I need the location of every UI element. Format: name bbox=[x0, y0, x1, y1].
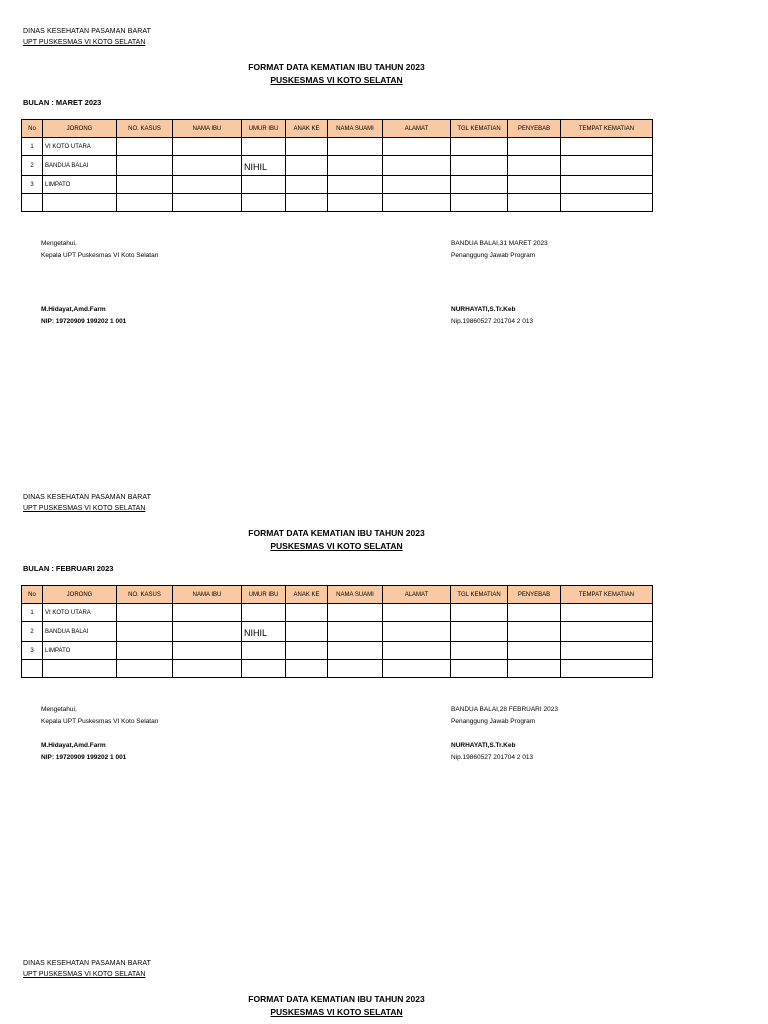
left-role: Kepala UPT Puskesmas VI Koto Selatan bbox=[41, 718, 159, 725]
document-subtitle: PUSKESMAS VI KOTO SELATAN bbox=[270, 1007, 403, 1017]
row-jorong: VI KOTO UTARA bbox=[43, 138, 117, 156]
table-row bbox=[22, 194, 653, 212]
col-header: NAMA IBU bbox=[173, 120, 242, 138]
document-subtitle: PUSKESMAS VI KOTO SELATAN bbox=[270, 541, 403, 551]
left-nip: NIP: 19720909 199202 1 001 bbox=[41, 318, 127, 325]
col-header: ANAK KE bbox=[286, 120, 328, 138]
month-label: BULAN : MARET 2023 bbox=[23, 98, 102, 107]
row-jorong: BANDUA BALAI bbox=[43, 156, 117, 176]
right-name: NURHAYATI,S.Tr.Keb bbox=[451, 306, 516, 313]
row-no: 2 bbox=[22, 622, 43, 642]
row-jorong bbox=[43, 660, 117, 678]
left-signer bbox=[41, 304, 126, 328]
row-jorong: BANDUA BALAI bbox=[43, 622, 117, 642]
report-section-februari bbox=[0, 494, 768, 960]
table-header-row bbox=[22, 120, 653, 138]
col-header: NAMA SUAMI bbox=[328, 120, 383, 138]
left-nip: NIP: 19720909 199202 1 001 bbox=[41, 754, 127, 761]
table-row bbox=[22, 642, 653, 660]
row-jorong bbox=[43, 194, 117, 212]
col-header: JORONG bbox=[43, 120, 117, 138]
left-name: M.Hidayat,Amd.Farm bbox=[41, 742, 106, 749]
right-nip: Nip.19860527 201704 2 013 bbox=[451, 318, 534, 325]
month-label: BULAN : FEBRUARI 2023 bbox=[23, 564, 114, 573]
col-header: UMUR IBU bbox=[242, 586, 286, 604]
right-signature-block bbox=[451, 238, 548, 262]
place-date: BANDUA BALAI,28 FEBRUARI 2023 bbox=[451, 706, 558, 713]
table-row bbox=[22, 660, 653, 678]
dinas-header: DINAS KESEHATAN PASAMAN BARAT bbox=[23, 494, 152, 501]
left-label: Mengetahui, bbox=[41, 240, 77, 247]
report-section-partial bbox=[0, 960, 768, 1024]
left-signature-block bbox=[41, 704, 158, 728]
upt-header: UPT PUSKESMAS VI KOTO SELATAN bbox=[23, 505, 146, 512]
col-header: TEMPAT KEMATIAN bbox=[561, 120, 653, 138]
col-header: TGL KEMATIAN bbox=[451, 120, 508, 138]
table-header-row bbox=[22, 586, 653, 604]
row-no bbox=[22, 660, 43, 678]
table-row bbox=[22, 604, 653, 622]
document-title: FORMAT DATA KEMATIAN IBU TAHUN 2023 bbox=[248, 994, 425, 1004]
col-header: PENYEBAB bbox=[508, 120, 561, 138]
dinas-header: DINAS KESEHATAN PASAMAN BARAT bbox=[23, 960, 152, 967]
nihil-label: NIHIL bbox=[242, 156, 286, 176]
upt-header: UPT PUSKESMAS VI KOTO SELATAN bbox=[23, 971, 146, 978]
row-no bbox=[22, 194, 43, 212]
left-name: M.Hidayat,Amd.Farm bbox=[41, 306, 106, 313]
row-jorong: VI KOTO UTARA bbox=[43, 604, 117, 622]
right-nip: Nip.19860527 201704 2 013 bbox=[451, 754, 534, 761]
kematian-table bbox=[21, 119, 653, 212]
col-header: NO. KASUS bbox=[117, 586, 173, 604]
col-header: PENYEBAB bbox=[508, 586, 561, 604]
col-header: No bbox=[22, 120, 43, 138]
row-no: 1 bbox=[22, 604, 43, 622]
col-header: TEMPAT KEMATIAN bbox=[561, 586, 653, 604]
right-signer bbox=[451, 304, 533, 328]
table-row bbox=[22, 622, 653, 642]
nihil-label: NIHIL bbox=[242, 622, 286, 642]
right-signature-block bbox=[451, 704, 558, 728]
col-header: ANAK KE bbox=[286, 586, 328, 604]
upt-header: UPT PUSKESMAS VI KOTO SELATAN bbox=[23, 39, 146, 46]
document-title: FORMAT DATA KEMATIAN IBU TAHUN 2023 bbox=[248, 528, 425, 538]
left-label: Mengetahui, bbox=[41, 706, 77, 713]
right-name: NURHAYATI,S.Tr.Keb bbox=[451, 742, 516, 749]
col-header: NAMA IBU bbox=[173, 586, 242, 604]
place-date: BANDUA BALAI,31 MARET 2023 bbox=[451, 240, 548, 247]
table-row bbox=[22, 156, 653, 176]
right-signer bbox=[451, 740, 533, 764]
row-no: 3 bbox=[22, 642, 43, 660]
left-role: Kepala UPT Puskesmas VI Koto Selatan bbox=[41, 252, 159, 259]
document-title: FORMAT DATA KEMATIAN IBU TAHUN 2023 bbox=[248, 62, 425, 72]
table-row bbox=[22, 138, 653, 156]
kematian-table bbox=[21, 585, 653, 678]
right-role: Penanggung Jawab Program bbox=[451, 718, 536, 725]
col-header: NO. KASUS bbox=[117, 120, 173, 138]
right-role: Penanggung Jawab Program bbox=[451, 252, 536, 259]
col-header: NAMA SUAMI bbox=[328, 586, 383, 604]
row-jorong: LIMPATO bbox=[43, 176, 117, 194]
row-no: 2 bbox=[22, 156, 43, 176]
document-subtitle: PUSKESMAS VI KOTO SELATAN bbox=[270, 75, 403, 85]
col-header: UMUR IBU bbox=[242, 120, 286, 138]
row-jorong: LIMPATO bbox=[43, 642, 117, 660]
left-signer bbox=[41, 740, 126, 764]
report-section-maret bbox=[0, 28, 768, 494]
table-row bbox=[22, 176, 653, 194]
col-header: No bbox=[22, 586, 43, 604]
row-no: 3 bbox=[22, 176, 43, 194]
col-header: JORONG bbox=[43, 586, 117, 604]
left-signature-block bbox=[41, 238, 158, 262]
row-no: 1 bbox=[22, 138, 43, 156]
col-header: ALAMAT bbox=[383, 120, 451, 138]
col-header: TGL KEMATIAN bbox=[451, 586, 508, 604]
col-header: ALAMAT bbox=[383, 586, 451, 604]
dinas-header: DINAS KESEHATAN PASAMAN BARAT bbox=[23, 28, 152, 35]
